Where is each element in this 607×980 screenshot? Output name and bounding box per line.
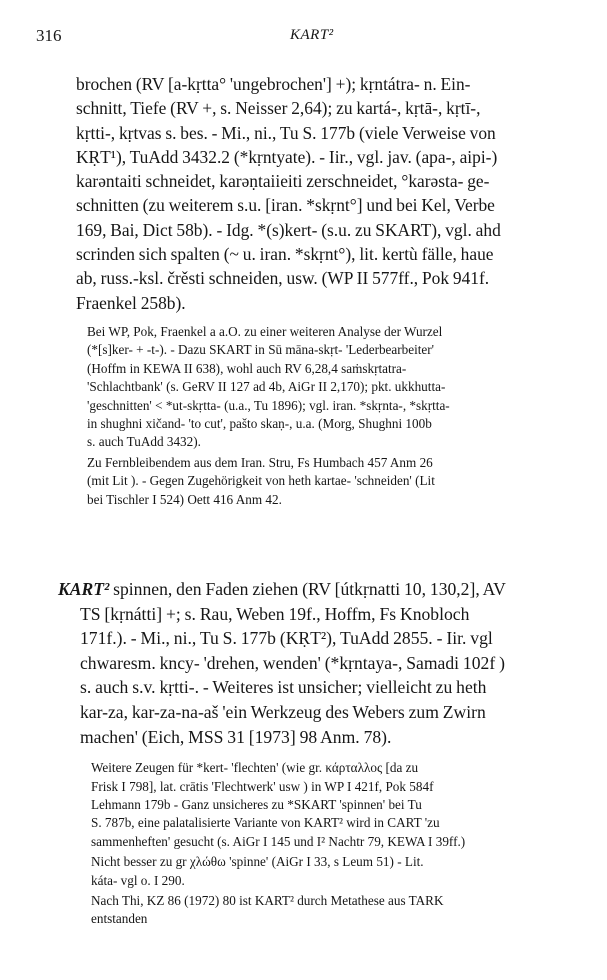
text-line: 171f.). - Mi., ni., Tu S. 177b (KṚT²), TuAdd 2855. - Iir. vgl bbox=[80, 628, 493, 649]
text-line: Fraenkel 258b). bbox=[76, 292, 186, 313]
note-line: Weitere Zeugen für *kert- 'flechten' (wie gr. κάρταλλος [da zu bbox=[91, 760, 419, 776]
text-line: brochen (RV [a-kṛtta° 'ungebrochen'] +); kṛntátra- n. Ein- bbox=[76, 74, 471, 94]
note-line: sammenheften' gesucht (s. AiGr I 145 und I² Nachtr 79, KEWA I 39ff.) bbox=[91, 833, 466, 849]
note-line: Zu Fernbleibendem aus dem Iran. Stru, Fs Humbach 457 Anm 26 bbox=[87, 454, 433, 470]
note-line: entstanden bbox=[91, 911, 148, 927]
note-line: Bei WP, Pok, Fraenkel a a.O. zu einer weiteren Analyse der Wurzel bbox=[87, 323, 443, 339]
text-line: KṚT¹), TuAdd 3432.2 (*kṛntyate). - Iir., vgl. jav. (apa-, aipi-) bbox=[76, 146, 498, 167]
note-line: s. auch TuAdd 3432). bbox=[87, 434, 201, 450]
entry-kart2 bbox=[58, 577, 590, 931]
text-line: s. auch s.v. kṛtti-. - Weiteres ist unsicher; vielleicht zu heth bbox=[80, 677, 487, 698]
headword: KART² bbox=[58, 579, 110, 599]
entry-main-text bbox=[58, 577, 590, 749]
text-line: schnitten (zu weiterem s.u. [iran. *skṛnt°] und bei Kel, Verbe bbox=[76, 195, 495, 216]
running-title: KART² bbox=[290, 27, 334, 43]
running-head bbox=[0, 26, 607, 48]
note-line: bei Tischler I 524) Oett 416 Anm 42. bbox=[87, 491, 282, 507]
note-line: (mit Lit ). - Gegen Zugehörigkeit von heth kartae- 'schneiden' (Lit bbox=[87, 473, 435, 489]
note-paragraph bbox=[76, 323, 574, 452]
text-line: scrinden sich spalten (~ u. iran. *skṛnt°), lit. kertù fälle, haue bbox=[76, 244, 494, 265]
note-line: Nach Thi, KZ 86 (1972) 80 ist KART² durch Metathese aus TARK bbox=[91, 893, 444, 908]
note-line: S. 787b, eine palatalisierte Variante von KART² wird in CART 'zu bbox=[91, 815, 440, 831]
entry-body bbox=[58, 602, 590, 750]
entry-notes bbox=[58, 759, 590, 929]
note-paragraph bbox=[80, 853, 590, 890]
entry-kart1-continuation bbox=[76, 72, 574, 511]
page-number: 316 bbox=[36, 26, 62, 45]
text-line: TS [kṛnátti] +; s. Rau, Weben 19f., Hoffm, Fs Knobloch bbox=[80, 603, 470, 624]
note-line: 'geschnitten' < *ut-skṛtta- (u.a., Tu 1896); vgl. iran. *skṛnta-, *skṛtta- bbox=[87, 397, 450, 413]
text-line: machen' (Eich, MSS 31 [1973] 98 Anm. 78). bbox=[80, 726, 392, 747]
headword-gloss: spinnen, den Faden ziehen (RV [útkṛnatti 10, 130,2], AV bbox=[109, 579, 506, 599]
note-line: Nicht besser zu gr χλώθω 'spinne' (AiGr I 33, s Leum 51) - Lit. bbox=[91, 854, 424, 870]
note-line: 'Schlachtbank' (s. GeRV II 127 ad 4b, AiGr II 2,170); pkt. ukkhutta- bbox=[87, 379, 446, 395]
note-line: káta- vgl o. I 290. bbox=[91, 872, 185, 888]
text-line bbox=[58, 577, 590, 602]
text-line: chwaresm. kncy- 'drehen, wenden' (*kṛntaya-, Samadi 102f ) bbox=[80, 652, 505, 673]
note-line: Frisk I 798], lat. crātis 'Flechtwerk' usw ) in WP I 421f, Pok 584f bbox=[91, 778, 434, 794]
note-line: (*[s]ker- + -t-). - Dazu SKART in Sū māna-skṛt- 'Lederbearbeiter' bbox=[87, 342, 435, 358]
note-line: in shughni xičand- 'to cut', pašto skaṇ-, u.a. (Morg, Shughni 100b bbox=[87, 416, 432, 431]
note-paragraph bbox=[80, 892, 590, 929]
text-line: karəntaiti schneidet, karəṇtaiieiti zerschneidet, °karəsta- ge- bbox=[76, 171, 490, 192]
text-line: kar-za, kar-za-na-aš 'ein Werkzeug des Webers zum Zwirn bbox=[80, 701, 486, 722]
text-line: 169, Bai, Dict 58b). - Idg. *(s)kert- (s.u. zu SKART), vgl. ahd bbox=[76, 219, 501, 240]
note-line: Lehmann 179b - Ganz unsicheres zu *SKART 'spinnen' bei Tu bbox=[91, 796, 422, 812]
note-line: (Hoffm in KEWA II 638), wohl auch RV 6,28,4 saṁskṛtatra- bbox=[87, 360, 407, 376]
entry-main-text bbox=[76, 72, 574, 315]
text-line: kṛtti-, kṛtvas s. bes. - Mi., ni., Tu S. 177b (viele Verweise von bbox=[76, 122, 496, 143]
entry-notes bbox=[76, 323, 574, 509]
note-paragraph bbox=[80, 759, 590, 851]
note-paragraph bbox=[76, 454, 574, 509]
text-line: schnitt, Tiefe (RV +, s. Neisser 2,64); zu kartá-, kṛtā-, kṛtī-, bbox=[76, 98, 481, 119]
text-line: ab, russ.-ksl. črěsti schneiden, usw. (WP II 577ff., Pok 941f. bbox=[76, 268, 490, 289]
